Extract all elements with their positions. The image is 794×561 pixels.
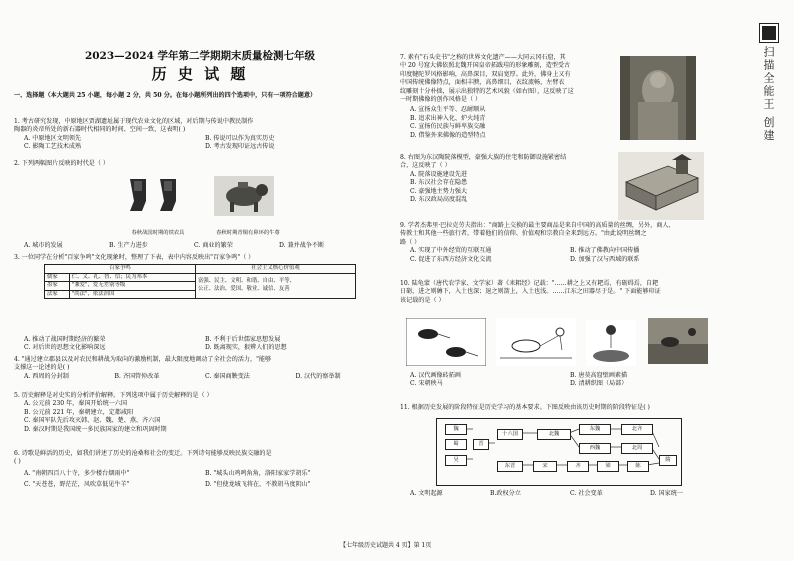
- dynasty-box-eastern-wei: 东魏: [579, 424, 611, 435]
- q3-header-values: 社会主义核心价值观: [195, 265, 355, 274]
- q10-option-b[interactable]: B. 唐莫高窟壁画素描: [570, 372, 628, 379]
- dynasty-box-eastern-jin: 东晋: [497, 461, 523, 472]
- page-footer: 【七年级历史试题共 4 页】第 1页: [340, 542, 432, 549]
- q8-option-a[interactable]: A. 院落设施建设先进: [410, 170, 468, 178]
- q11-options: [410, 490, 730, 498]
- q10-stem-1: 10. 陆龟蒙（唐代农学家、文学家）著《耒耜经》记载："……耕之上又有耙焉，有砺碍焉，自耙: [400, 280, 659, 287]
- q4-option-d[interactable]: D. 汉代的察举制: [295, 372, 341, 380]
- exam-title: 2023—2024 学年第二学期期末质量检测七年级: [84, 50, 316, 62]
- q6-option-d[interactable]: D. "但使龙城飞将在，不教胡马度阴山": [205, 481, 311, 489]
- q7-stem-3: 印度犍陀罗风格影响，高鼻深目，双肩宽厚。此外，佛身上又有: [400, 70, 571, 78]
- q7-option-a[interactable]: A. 宣扬众生平等、忍耐顺从: [410, 106, 486, 114]
- q9-stem-2: 传教士和其他一些旅行者，带着他们的信仰、价值观和宗教自全来到远方。"由此说明丝绸之: [400, 230, 647, 238]
- yungang-buddha-photo: [620, 56, 696, 140]
- q3-school-cell: 法家: [45, 290, 70, 299]
- q1-options-row2: [14, 143, 386, 151]
- q3-option-d[interactable]: D. 既离现实，狠辨人们的思想: [205, 344, 287, 352]
- q9-option-b[interactable]: B. 推动了佛教向中国传播: [570, 247, 640, 255]
- dynasty-box-chen: 陈: [627, 461, 649, 472]
- q4-option-b[interactable]: B. 齐国管仲改革: [114, 372, 160, 380]
- q6-option-c[interactable]: C. "天苍苍，野茫茫，风吹草低见牛羊": [24, 481, 130, 489]
- q6-option-b[interactable]: B. "城头山鸡鸣角角，洛阳家家学胡乐": [205, 469, 311, 477]
- q2-options: [24, 242, 364, 250]
- question-5: [14, 392, 386, 434]
- q10-options: [410, 372, 730, 389]
- subject-title: 历 史 试 题: [151, 65, 249, 83]
- q8-option-d[interactable]: D. 东汉政局高度混乱: [410, 196, 468, 204]
- q5-stem: 5. 历史解释是对史实的分析评价解释。下列选项中属于历史解释的是（ ）: [14, 392, 213, 399]
- q11-option-b[interactable]: B.政权分立: [490, 490, 521, 497]
- q11-option-d[interactable]: D. 国家统一: [650, 490, 683, 497]
- dynasty-box-northern-wei: 北魏: [537, 429, 571, 440]
- q2-caption-left: 春秋战国时期的铁农具: [131, 230, 185, 236]
- q7-stem-2: 中 20 号窟大佛依照北魏开国皇帝拓跋珪的形象雕刻，造型受古: [400, 62, 571, 70]
- mural-drawing: [496, 318, 576, 366]
- q3-option-b[interactable]: B. 不利于后世儒家思想发展: [205, 336, 281, 343]
- dynasty-box-jin: 晋: [473, 439, 489, 450]
- q2-caption-right: 春秋时期青铜有鼻环的牛尊: [216, 230, 280, 236]
- q6-option-a[interactable]: A. "南朝四百八十寺，多少楼台烟雨中": [24, 469, 130, 477]
- q3-school-cell: 儒家: [45, 273, 70, 282]
- dynasty-box-western-wei: 西魏: [579, 443, 611, 454]
- q2-option-d[interactable]: D. 兼并战争不断: [279, 242, 325, 249]
- question-2: [14, 160, 386, 168]
- q7-stem-6: 一时期佛像的创作风格是（ ）: [400, 96, 482, 104]
- q9-option-c[interactable]: C. 促进了东西方经济文化交流: [410, 255, 492, 263]
- q6-options-row1: [14, 470, 386, 478]
- farming-drawing: [648, 318, 708, 364]
- q10-option-c[interactable]: C. 宋朝秧马: [410, 380, 443, 388]
- q4-option-c[interactable]: C. 秦国商鞅变法: [205, 372, 250, 380]
- q7-option-b[interactable]: B. 追求出神入化、炉火纯青: [410, 114, 486, 122]
- q1-option-b[interactable]: B. 传说可以作为真实历史: [205, 134, 275, 142]
- question-4: [14, 356, 386, 381]
- q10-option-d[interactable]: D. 清耕织图（局部）: [570, 380, 628, 388]
- han-brick-rubbing: [406, 318, 486, 366]
- q9-option-a[interactable]: A. 实现了中外经贸的互联互通: [410, 247, 492, 255]
- bronze-ox-image: [214, 176, 274, 216]
- q7-stem-5: 纹雕刻十分朴拙，展示出独特的艺术风貌（如右图），这反映了这: [400, 87, 574, 95]
- q4-option-a[interactable]: A. 西周的分封制: [24, 372, 69, 380]
- q8-stem-1: 8. 右图为东汉陶院落模型，豪强大族的住宅和防御设施紧密结: [400, 154, 567, 161]
- q6-stem-1: 6. 诗歌是鲜活的历史，如我们讲述了历史的沧桑和社会的变迁。下列诗句能够反映民族交融的是: [14, 450, 272, 457]
- question-1: [14, 118, 386, 152]
- q7-stem-1: 7. 素有"石头史书"之称的世界文化遗产——大同云冈石窟，其: [400, 54, 566, 61]
- q1-option-a[interactable]: A. 中原地区文明领先: [24, 134, 82, 142]
- question-6: [14, 450, 386, 490]
- q10-option-a[interactable]: A. 汉代画像砖拓画: [410, 372, 461, 379]
- q3-idea-cell: "兼爱"，爱无差别等级: [69, 282, 195, 291]
- mogao-mural-sketch: [496, 318, 576, 366]
- q10-stem-2: 日砺，进之则薅下，入土也深；退之则箭上，入土也浅。……江东之田器尽于是。" 下面能够印证: [400, 288, 661, 296]
- dynasty-box-wu: 吴: [445, 455, 467, 466]
- q3-values-line2: 公正、法治、爱国、敬业、诚信、友善: [197, 285, 290, 292]
- q2-stem: 2. 下列两幅图片反映的时代是（ ）: [14, 160, 110, 167]
- q8-option-c[interactable]: C. 豪强地主势力强大: [410, 187, 468, 195]
- scanner-label: 扫描全能王 创建: [762, 46, 775, 143]
- q1-options-row1: [14, 135, 386, 143]
- q5-option-c[interactable]: C. 秦国军队先后攻灭韩、赵、魏、楚、燕、齐六国: [24, 417, 161, 425]
- q3-option-c[interactable]: C. 对后世的思想文化影响深远: [24, 344, 106, 352]
- q3-values-line1: 富强、民主、文明、和谐、自由、平等、: [197, 278, 296, 285]
- q7-stem-4: 中国传统佛像特点，面相丰腴，高鼻细目，衣纹流畅，左臂衣: [400, 79, 565, 87]
- q9-options-row2: [400, 256, 730, 264]
- q2-option-a[interactable]: A. 城市的发展: [24, 242, 63, 249]
- scanner-watermark: [760, 20, 784, 160]
- dynasty-box-qi: 齐: [567, 461, 589, 472]
- dynasty-box-shu: 蜀: [445, 439, 467, 450]
- q3-table: [44, 264, 356, 299]
- bronze-ox-drawing: [214, 176, 274, 216]
- qing-farming-painting: [648, 318, 708, 364]
- q1-option-c[interactable]: C. 影陶工艺技术成熟: [24, 143, 82, 151]
- dynasty-box-northern-zhou: 北周: [621, 443, 653, 454]
- q3-values-cell: [195, 273, 355, 299]
- q3-school-cell: 墨家: [45, 282, 70, 291]
- q4-stem-1: 4. "通过建立郡县以及对农民和耕战为取向的激励机制，最大限度地调动了全社会的活力，"能够: [14, 356, 272, 363]
- q2-option-c[interactable]: C. 商业的繁荣: [194, 242, 233, 249]
- question-8: [400, 154, 612, 204]
- q8-option-b[interactable]: B. 东汉社会存在隐患: [410, 179, 468, 187]
- dynasty-box-liang: 梁: [597, 461, 619, 472]
- dynasty-box-sixteen-kingdoms: 十六国: [497, 429, 523, 440]
- dynasty-box-song: 宋: [533, 461, 557, 472]
- brick-drawing: [406, 318, 486, 366]
- q3-idea-cell: "尚法"，依法治国: [69, 290, 195, 299]
- iron-tools-drawing: [122, 173, 192, 219]
- q5-option-d[interactable]: D. 秦汉时期是我国统一多民族国家的建立和巩固时期: [24, 425, 167, 433]
- song-rice-seedling-horse: [586, 320, 636, 366]
- q7-option-c[interactable]: C. 宣扬仿民族与鲜卑族交融: [410, 123, 486, 131]
- dynasty-box-sui: 隋: [659, 455, 677, 466]
- q3-header-school: 百家争鸣: [45, 265, 196, 274]
- q9-option-d[interactable]: D. 加强了汉与西域的联系: [570, 255, 640, 263]
- iron-tools-image: [122, 173, 192, 219]
- question-7: [400, 54, 612, 140]
- seedling-horse-drawing: [586, 320, 636, 366]
- q8-stem-2: 合，这反映了（ ）: [400, 162, 451, 170]
- buddha-drawing: [620, 56, 696, 140]
- question-9: [400, 222, 730, 264]
- q6-stem-2: ( ): [14, 458, 21, 466]
- q1-stem-1: 1. 考古研究发现，中原地区贾湖遗址属于现代农业文化的区域，对后期与传说中教民制作: [14, 118, 254, 125]
- q9-stem-1: 9. 学者杰弗里·巴拉克劳夫指出："商路上交换的最主要商品是来自中国的高质量的丝绸，另外，商人、: [400, 222, 675, 229]
- q5-option-b[interactable]: B. 公元前 221 年，秦朝建立，定都咸阳: [24, 408, 134, 416]
- q1-option-d[interactable]: D. 考古发现印证远古传说: [205, 143, 275, 151]
- q10-stem-3: 该记载的是（ ）: [400, 296, 445, 304]
- q11-stem: 11. 根据历史发展的阶段特征是历史学习的基本要求。下图反映由该历史时期的阶段特征是( ): [400, 404, 650, 411]
- qr-code-icon: [760, 24, 778, 42]
- q3-stem: 3. 一位同学在分析"百家争鸣"文化现象时，整理了下表，表中内容反映出"百家争鸣"（ ）: [14, 254, 255, 261]
- question-10: [400, 280, 730, 305]
- q11-option-a[interactable]: A. 文明起源: [410, 490, 443, 497]
- q1-stem-2: 陶器的炎帝所处的新石器时代相同的时间、空间一致，这表明( ): [14, 126, 186, 134]
- dynasty-diagram: [436, 418, 682, 486]
- q9-stem-3: 路（ ）: [400, 238, 421, 246]
- dynasty-box-northern-qi: 北齐: [621, 424, 653, 435]
- dynasty-box-wei: 魏: [445, 424, 467, 435]
- q3-options: [24, 336, 386, 353]
- q5-option-a[interactable]: A. 公元前 230 年，秦国开始统一六国: [24, 400, 127, 408]
- q9-options-row1: [400, 247, 730, 255]
- q11-option-c[interactable]: C. 社会变革: [570, 490, 603, 497]
- q7-option-d[interactable]: D. 借鉴外来佛像的造型特点: [410, 131, 486, 139]
- q3-option-a[interactable]: A. 推动了战国时期经济的繁荣: [24, 336, 106, 343]
- q4-stem-2: 支撑这一论述的是( ): [14, 364, 70, 372]
- pottery-courtyard-photo: [618, 152, 704, 220]
- q4-options: [14, 373, 386, 381]
- courtyard-drawing: [618, 152, 704, 220]
- q2-option-b[interactable]: B. 生产力进步: [109, 242, 148, 249]
- section-heading: 一、选择题（本大题共 25 小题，每小题 2 分，共 50 分。在每小题所列出的四个选项中，只有一项符合题意）: [14, 92, 317, 99]
- q6-options-row2: [14, 481, 386, 489]
- q3-idea-cell: 仁、义、礼、智、信；民为邦本: [69, 273, 195, 282]
